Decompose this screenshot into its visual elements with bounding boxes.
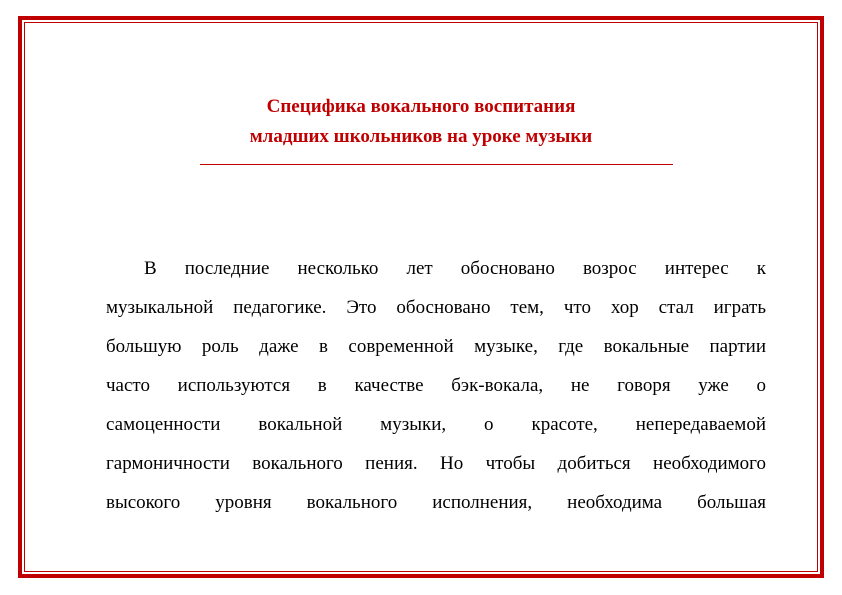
paragraph-line: гармоничности вокального пения. Но чтобы добиться необходимого — [106, 453, 766, 474]
document-title — [0, 92, 842, 152]
paragraph-line: музыкальной педагогике. Это обосновано тем, что хор стал играть — [106, 297, 766, 318]
paragraph-line: самоценности вокальной музыки, о красоте, непередаваемой — [106, 414, 766, 435]
paragraph-line: большую роль даже в современной музыке, где вокальные партии — [106, 336, 766, 357]
paragraph-line: высокого уровня вокального исполнения, необходима большая — [106, 492, 766, 513]
title-underline-divider — [200, 164, 673, 165]
title-line: младших школьников на уроке музыки — [249, 126, 593, 147]
paragraph-line: часто используются в качестве бэк-вокала, не говоря уже о — [106, 375, 766, 396]
title-line: Специфика вокального воспитания — [266, 96, 576, 117]
body-paragraph — [106, 249, 766, 522]
paragraph-line: В последние несколько лет обосновано возрос интерес к — [144, 258, 766, 279]
